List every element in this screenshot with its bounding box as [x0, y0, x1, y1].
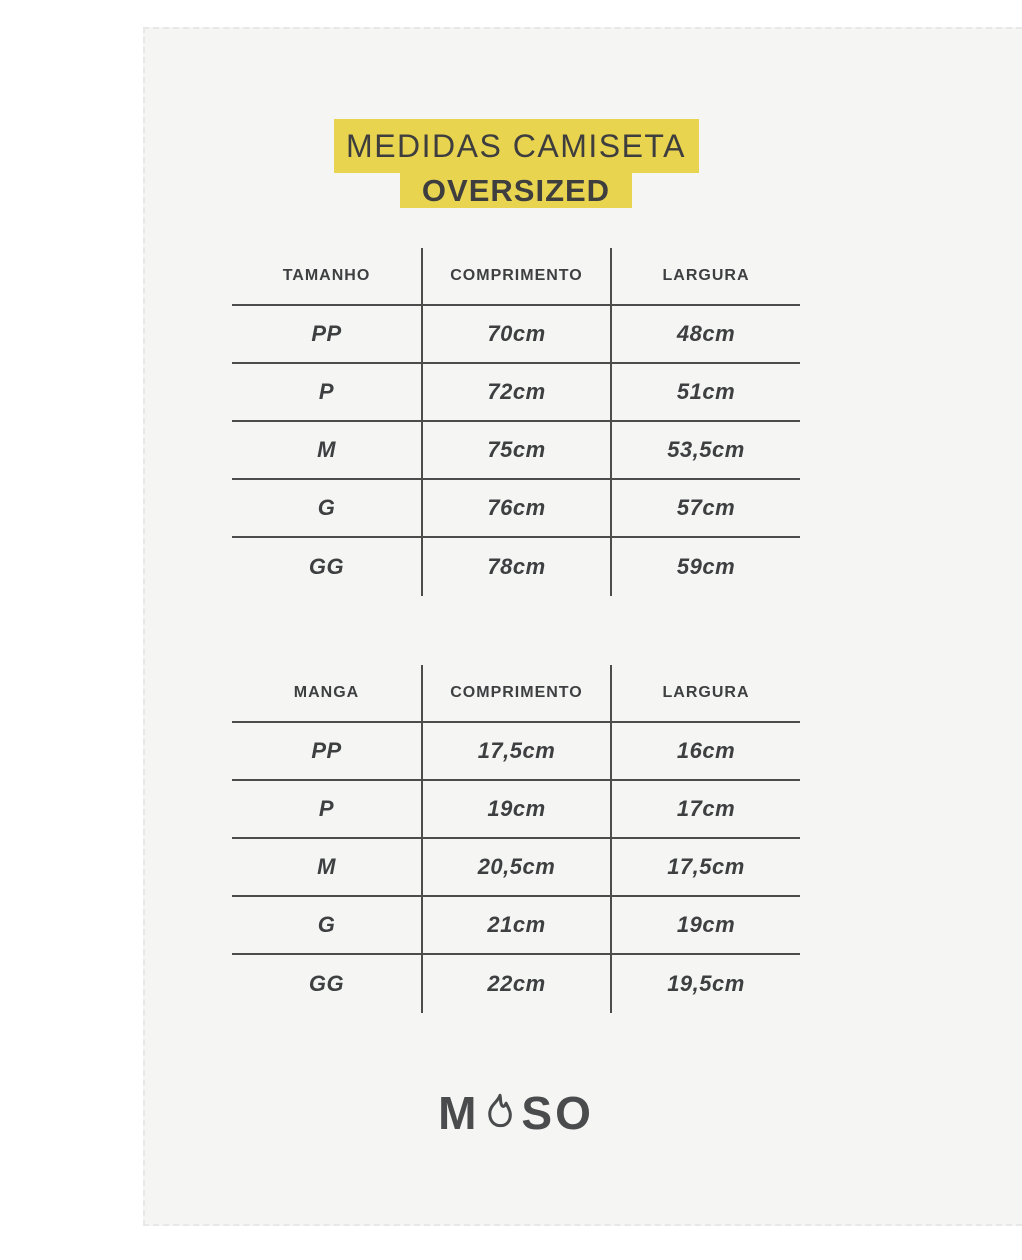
table-cell: 70cm [421, 306, 612, 364]
column-header-tamanho: TAMANHO [232, 248, 421, 306]
title-line2: OVERSIZED [400, 173, 632, 208]
logo-text-suffix: SO [521, 1087, 594, 1139]
table-cell: GG [308, 554, 345, 579]
column-header-largura: LARGURA [612, 248, 800, 306]
logo-text-prefix: M [438, 1087, 480, 1139]
brand-logo [232, 1083, 800, 1143]
table-cell: 57cm [612, 480, 800, 538]
table-cell: P [232, 781, 421, 839]
manga-size-table [232, 665, 800, 1013]
table-cell: M [232, 422, 421, 480]
table-cell: 75cm [421, 422, 612, 480]
title-line1: MEDIDAS CAMISETA [334, 119, 699, 173]
table-cell: 22cm [421, 955, 612, 1013]
table-cell: 20,5cm [421, 839, 612, 897]
camiseta-size-table [232, 248, 800, 596]
flame-icon [481, 1092, 519, 1130]
table-cell: PP [232, 723, 421, 781]
table-cell: 21cm [421, 897, 612, 955]
table-cell: 17,5cm [421, 723, 612, 781]
table-cell: 59cm [676, 554, 736, 579]
table-cell: P [232, 364, 421, 422]
column-header-comprimento: COMPRIMENTO [421, 248, 612, 306]
column-header-largura: LARGURA [612, 665, 800, 723]
table-cell: 51cm [612, 364, 800, 422]
table-cell: 72cm [421, 364, 612, 422]
table-cell: 19cm [421, 781, 612, 839]
table-cell: 78cm [421, 538, 612, 596]
table-cell: 16cm [612, 723, 800, 781]
table-cell: 19cm [612, 897, 800, 955]
table-cell: 19,5cm [667, 971, 745, 996]
table-cell: PP [232, 306, 421, 364]
column-header-comprimento: COMPRIMENTO [421, 665, 612, 723]
table-cell: 76cm [421, 480, 612, 538]
table-cell: 48cm [612, 306, 800, 364]
table-cell: 17,5cm [612, 839, 800, 897]
table-cell: G [232, 480, 421, 538]
table-cell: G [232, 897, 421, 955]
table-cell: 17cm [612, 781, 800, 839]
title-badge [232, 119, 800, 208]
column-header-manga: MANGA [232, 665, 421, 723]
table-cell: GG [308, 971, 345, 996]
table-cell: 53,5cm [612, 422, 800, 480]
table-cell: M [232, 839, 421, 897]
